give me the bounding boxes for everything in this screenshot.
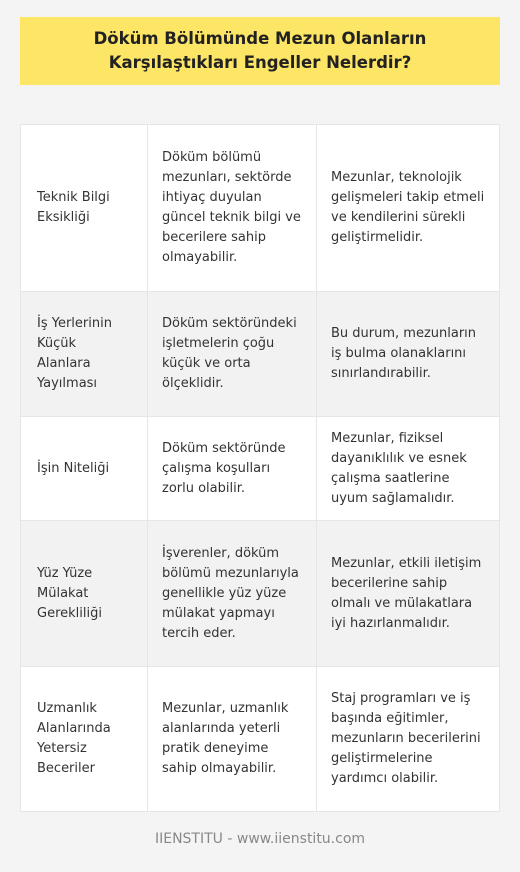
table-row	[21, 416, 499, 520]
solution-cell: Staj programları ve iş başında eğitimler, mezunların becerilerini geliştirmelerine yardımcı olabilir.	[316, 667, 499, 811]
problem-cell: İşin Niteliği	[37, 460, 110, 476]
title-banner	[20, 17, 500, 85]
page-title: Döküm Bölümünde Mezun Olanların Karşılaştıkları Engeller Nelerdir?	[93, 29, 427, 72]
problem-cell: İş Yerlerinin Küçük Alanlara Yayılması	[37, 316, 112, 391]
description-cell: İşverenler, döküm bölümü mezunlarıyla genellikle yüz yüze mülakat yapmayı tercih eder.	[147, 521, 316, 666]
table-row	[21, 125, 499, 291]
solution-cell: Mezunlar, etkili iletişim becerilerine sahip olmalı ve mülakatlara iyi hazırlanmalıdır.	[316, 521, 499, 666]
problem-cell: Uzmanlık Alanlarında Yetersiz Beceriler	[37, 701, 111, 776]
description-cell: Döküm bölümü mezunları, sektörde ihtiyaç duyulan güncel teknik bilgi ve becerilere sahip olmayabilir.	[147, 125, 316, 291]
problem-cell: Yüz Yüze Mülakat Gerekliliği	[37, 565, 102, 621]
description-cell: Mezunlar, uzmanlık alanlarında yeterli pratik deneyime sahip olmayabilir.	[147, 667, 316, 811]
description-cell: Döküm sektöründe çalışma koşulları zorlu olabilir.	[147, 417, 316, 520]
obstacles-table	[20, 124, 500, 812]
problem-cell: Teknik Bilgi Eksikliği	[37, 190, 110, 225]
table-row	[21, 666, 499, 811]
solution-cell: Bu durum, mezunların iş bulma olanaklarını sınırlandırabilir.	[316, 292, 499, 416]
solution-cell: Mezunlar, fiziksel dayanıklılık ve esnek çalışma saatlerine uyum sağlamalıdır.	[316, 417, 499, 520]
description-cell: Döküm sektöründeki işletmelerin çoğu küçük ve orta ölçeklidir.	[147, 292, 316, 416]
table-row	[21, 291, 499, 416]
table-row	[21, 520, 499, 666]
footer-credit: IIENSTITU - www.iienstitu.com	[154, 831, 366, 847]
solution-cell: Mezunlar, teknolojik gelişmeleri takip etmeli ve kendilerini sürekli geliştirmelidir.	[316, 125, 499, 291]
